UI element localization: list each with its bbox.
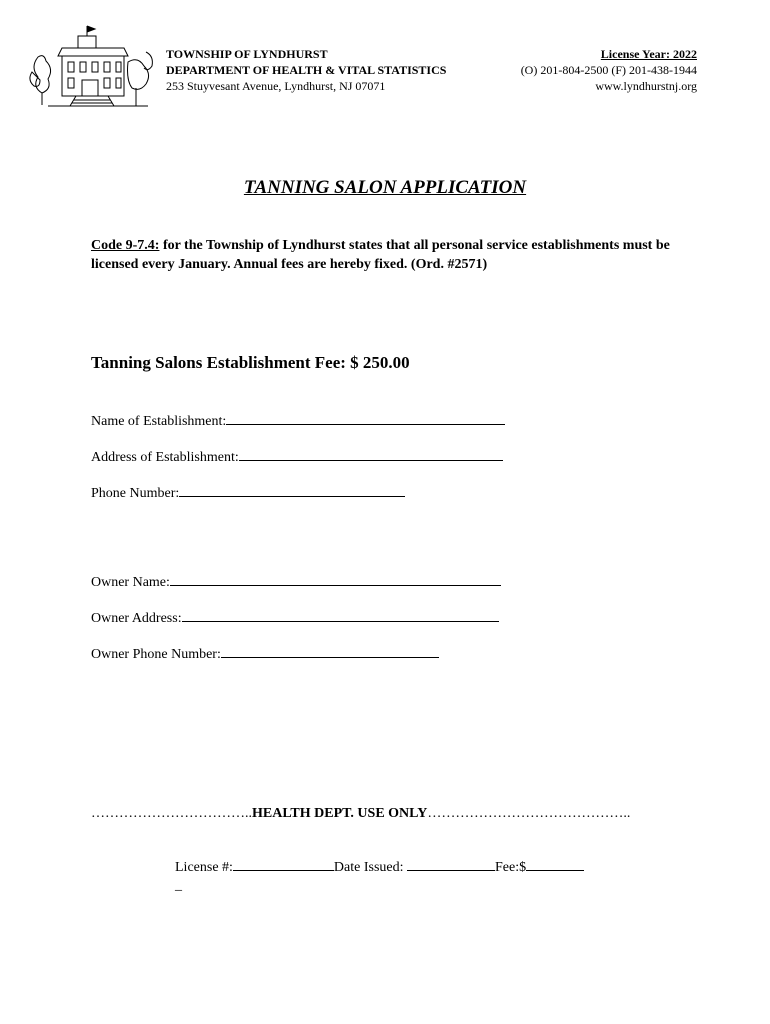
establishment-name-label: Name of Establishment: — [91, 414, 227, 429]
dots-left: …………………………….. — [91, 806, 252, 821]
fee-field[interactable] — [526, 858, 584, 871]
org-name: TOWNSHIP OF LYNDHURST — [166, 47, 328, 61]
establishment-name-field[interactable] — [226, 412, 505, 425]
dots-right: …………………………………….. — [427, 806, 631, 821]
phone-fax: (O) 201-804-2500 (F) 201-438-1944 — [520, 63, 697, 77]
website-link[interactable]: www.lyndhurstnj.org — [595, 79, 697, 93]
health-dept-fields — [175, 858, 584, 876]
owner-name-label: Owner Name: — [91, 575, 170, 590]
owner-address-label: Owner Address: — [91, 611, 182, 626]
town-hall-building-icon — [28, 22, 158, 112]
date-issued-field[interactable] — [407, 858, 495, 871]
department-name: DEPARTMENT OF HEALTH & VITAL STATISTICS — [166, 63, 447, 77]
establishment-address-row — [91, 448, 503, 466]
license-year: License Year: 2022 — [600, 47, 697, 61]
code-reference: Code 9-7.4: — [91, 238, 160, 253]
header-left — [166, 46, 446, 94]
owner-phone-row — [91, 645, 439, 663]
owner-phone-label: Owner Phone Number: — [91, 647, 221, 662]
owner-phone-field[interactable] — [221, 645, 439, 658]
establishment-address-field[interactable] — [239, 448, 503, 461]
code-text: for the Township of Lyndhurst states that all personal service establishments must be licensed every January. Annual fees are hereby fixed. (Ord. #2571) — [91, 238, 670, 272]
health-dept-label: HEALTH DEPT. USE ONLY — [252, 806, 428, 821]
phone-number-row — [91, 484, 405, 502]
header-right — [521, 46, 697, 94]
trailing-underscore: _ — [175, 878, 182, 893]
fee-label: Fee:$ — [495, 860, 527, 875]
date-issued-label: Date Issued: — [333, 860, 404, 875]
establishment-name-row — [91, 412, 505, 430]
owner-address-field[interactable] — [182, 609, 499, 622]
department-address: 253 Stuyvesant Avenue, Lyndhurst, NJ 07071 — [166, 79, 386, 93]
owner-address-row — [91, 609, 499, 627]
owner-name-row — [91, 573, 501, 591]
owner-name-field[interactable] — [170, 573, 501, 586]
license-number-field[interactable] — [233, 858, 334, 871]
phone-number-label: Phone Number: — [91, 486, 180, 501]
establishment-fee: Tanning Salons Establishment Fee: $ 250.00 — [91, 353, 410, 372]
town-hall-logo — [28, 22, 158, 112]
establishment-address-label: Address of Establishment: — [91, 450, 239, 465]
code-paragraph — [91, 236, 691, 274]
license-number-label: License #: — [175, 860, 233, 875]
phone-number-field[interactable] — [179, 484, 405, 497]
health-dept-divider — [91, 806, 630, 822]
page-title: TANNING SALON APPLICATION — [243, 177, 527, 198]
